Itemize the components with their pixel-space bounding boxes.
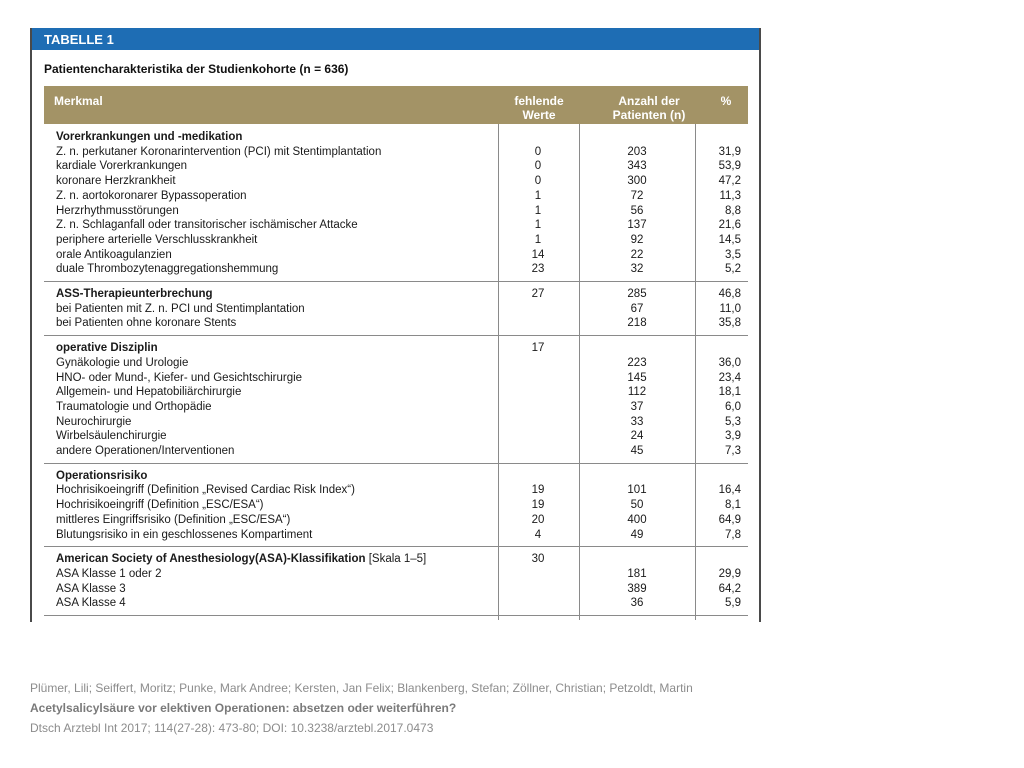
percent-cell: 5,9: [725, 597, 741, 610]
header-anzahl: [594, 94, 704, 122]
missing-values-cell: 1: [534, 204, 542, 217]
table-row: [44, 371, 748, 386]
table-row: [44, 513, 748, 528]
patient-count-cell: 32: [630, 263, 644, 276]
missing-values-cell: 1: [534, 189, 542, 202]
percent-cell: 36,0: [718, 356, 741, 369]
row-label: Herzrhythmusstörungen: [56, 204, 179, 217]
column-header-row: [44, 86, 748, 124]
header-percent: %: [720, 94, 732, 108]
patient-count-cell: 33: [630, 415, 644, 428]
section-title-text: Vorerkrankungen und -medikation: [56, 131, 243, 143]
missing-values-cell: 19: [531, 499, 545, 512]
section-header-row: [44, 469, 748, 484]
table-row: [44, 248, 748, 263]
missing-values-cell: 17: [531, 342, 545, 355]
patient-count-cell: 36: [630, 597, 644, 610]
citation-title: Acetylsalicylsäure vor elektiven Operationen: absetzen oder weiterführen?: [30, 701, 457, 715]
row-label: bei Patienten mit Z. n. PCI und Stentimplantation: [56, 302, 305, 315]
percent-cell: 53,9: [718, 160, 741, 173]
table-caption: Patientencharakteristika der Studienkohorte (n = 636): [44, 62, 349, 76]
table-row: [44, 498, 748, 513]
percent-cell: 29,9: [718, 567, 741, 580]
row-label: Z. n. aortokoronarer Bypassoperation: [56, 189, 247, 202]
header-fehlende-line1: fehlende: [514, 94, 564, 108]
section-title-text: ASS-Therapieunterbrechung: [56, 288, 213, 300]
patient-count-cell: 50: [630, 499, 644, 512]
percent-cell: 46,8: [718, 288, 741, 300]
row-label: duale Thrombozytenaggregationshemmung: [56, 263, 279, 276]
table-row: [44, 444, 748, 459]
percent-cell: 16,4: [718, 484, 741, 497]
row-label: Z. n. Schlaganfall oder transitorischer ischämischer Attacke: [56, 219, 358, 232]
patient-count-cell: 145: [627, 371, 647, 384]
section-title: [56, 552, 426, 567]
section-divider: [44, 463, 748, 464]
row-label: ASA Klasse 1 oder 2: [56, 567, 162, 580]
missing-values-cell: 1: [534, 233, 542, 246]
table-row: [44, 316, 748, 331]
row-label: Hochrisikoeingriff (Definition „Revised Cardiac Risk Index“): [56, 484, 355, 497]
row-label: mittleres Eingriffsrisiko (Definition „ESC/ESA“): [56, 513, 291, 526]
table-row: [44, 483, 748, 498]
percent-cell: 7,8: [725, 528, 741, 541]
percent-cell: 11,3: [719, 189, 741, 202]
section-header-row: [44, 130, 748, 145]
percent-cell: 23,4: [718, 371, 741, 384]
patient-count-cell: 300: [627, 175, 647, 188]
section-title-text: operative Disziplin: [56, 342, 158, 355]
table-row: [44, 218, 748, 233]
section-title-suffix: [Skala 1–5]: [365, 553, 427, 566]
row-label: andere Operationen/Interventionen: [56, 445, 235, 457]
table-row: [44, 596, 748, 611]
section-header-row: [44, 287, 748, 302]
row-label: Blutungsrisiko in ein geschlossenes Kompartiment: [56, 528, 313, 541]
header-fehlende-werte: [504, 94, 574, 122]
section-header-row: [44, 341, 748, 356]
patient-count-cell: 112: [627, 386, 647, 399]
patient-count-cell: 203: [627, 145, 647, 158]
missing-values-cell: 19: [531, 484, 545, 497]
table-row: [44, 582, 748, 597]
patient-count-cell: 285: [627, 288, 647, 300]
percent-cell: 21,6: [718, 219, 741, 232]
patient-count-cell: 223: [627, 356, 647, 369]
section-header-row: [44, 552, 748, 567]
row-label: Neurochirurgie: [56, 415, 132, 428]
patient-count-cell: 181: [627, 567, 647, 580]
table-row: [44, 189, 748, 204]
percent-cell: 35,8: [718, 317, 741, 330]
patient-count-cell: 400: [627, 513, 647, 526]
section-title-text: American Society of Anesthesiology(ASA)-Klassifikation: [56, 553, 366, 566]
header-anzahl-line2: Patienten (n): [612, 108, 686, 122]
missing-values-cell: 0: [534, 160, 542, 173]
row-label: Traumatologie und Orthopädie: [56, 400, 212, 413]
table-row: [44, 356, 748, 371]
percent-cell: 5,2: [725, 263, 741, 276]
patient-count-cell: 137: [627, 219, 647, 232]
row-label: ASA Klasse 3: [56, 582, 126, 595]
section-divider: [44, 335, 748, 336]
header-anzahl-line1: Anzahl der: [618, 94, 680, 108]
patient-count-cell: 72: [630, 189, 644, 202]
percent-cell: 11,0: [719, 302, 741, 315]
percent-cell: 3,9: [725, 430, 741, 443]
row-label: bei Patienten ohne koronare Stents: [56, 317, 237, 330]
patient-count-cell: 49: [630, 528, 644, 541]
percent-cell: 6,0: [725, 400, 741, 413]
percent-cell: 8,8: [725, 204, 741, 217]
citation-authors: Plümer, Lili; Seiffert, Moritz; Punke, Mark Andree; Kersten, Jan Felix; Blankenberg, Stefan; Zöllner, Christian; Petzoldt, Martin: [30, 681, 693, 695]
percent-cell: 64,2: [718, 582, 741, 595]
percent-cell: 31,9: [718, 145, 741, 158]
table-row: [44, 159, 748, 174]
row-label: periphere arterielle Verschlusskrankheit: [56, 233, 258, 246]
row-label: Gynäkologie und Urologie: [56, 356, 189, 369]
row-label: Wirbelsäulenchirurgie: [56, 430, 167, 443]
row-label: Allgemein- und Hepatobiliärchirurgie: [56, 386, 242, 399]
patient-count-cell: 24: [630, 430, 644, 443]
patient-count-cell: 56: [630, 204, 644, 217]
row-label: ASA Klasse 4: [56, 597, 126, 610]
table-row: [44, 145, 748, 160]
citation: [30, 678, 693, 738]
percent-cell: 47,2: [718, 175, 741, 188]
missing-values-cell: 0: [534, 175, 542, 188]
patient-count-cell: 37: [630, 400, 644, 413]
table-body: [44, 124, 748, 620]
missing-values-cell: 14: [531, 248, 545, 261]
percent-cell: 3,5: [725, 248, 741, 261]
percent-cell: 18,1: [718, 386, 741, 399]
row-label: HNO- oder Mund-, Kiefer- und Gesichtschirurgie: [56, 371, 303, 384]
table-label: TABELLE 1: [32, 28, 759, 50]
patient-count-cell: 67: [630, 302, 644, 315]
header-merkmal: Merkmal: [54, 94, 103, 108]
patient-count-cell: 92: [630, 233, 644, 246]
table-frame: [30, 28, 761, 622]
section-divider: [44, 281, 748, 282]
missing-values-cell: 0: [534, 145, 542, 158]
patient-count-cell: 389: [627, 582, 647, 595]
percent-cell: 14,5: [718, 233, 741, 246]
patient-count-cell: 101: [627, 484, 647, 497]
missing-values-cell: 23: [531, 263, 545, 276]
percent-cell: 7,3: [725, 445, 741, 457]
percent-cell: 8,1: [725, 499, 741, 512]
table-row: [44, 415, 748, 430]
patient-count-cell: 45: [630, 445, 644, 457]
missing-values-cell: 4: [534, 528, 542, 541]
percent-cell: 5,3: [725, 415, 741, 428]
patient-count-cell: 343: [627, 160, 647, 173]
row-label: kardiale Vorerkrankungen: [56, 160, 188, 173]
section-title: [56, 287, 213, 302]
table-row: [44, 385, 748, 400]
section-title: [56, 130, 242, 145]
table-row: [44, 429, 748, 444]
section-divider: [44, 615, 748, 616]
row-label: Z. n. perkutaner Koronarintervention (PCI) mit Stentimplantation: [56, 145, 382, 158]
percent-cell: 64,9: [718, 513, 741, 526]
patient-count-cell: 22: [630, 248, 644, 261]
row-label: Hochrisikoeingriff (Definition „ESC/ESA“): [56, 499, 264, 512]
row-label: koronare Herzkrankheit: [56, 175, 176, 188]
section-title-text: Operationsrisiko: [56, 469, 148, 482]
table-row: [44, 567, 748, 582]
patient-count-cell: 218: [627, 317, 647, 330]
table-row: [44, 204, 748, 219]
section-title: [56, 341, 158, 356]
table-row: [44, 262, 748, 277]
table-row: [44, 528, 748, 543]
header-fehlende-line2: Werte: [522, 108, 556, 122]
table-row: [44, 174, 748, 189]
missing-values-cell: 27: [531, 288, 545, 300]
table-row: [44, 302, 748, 317]
citation-source: Dtsch Arztebl Int 2017; 114(27-28): 473-80; DOI: 10.3238/arztebl.2017.0473: [30, 721, 434, 735]
section-divider: [44, 546, 748, 547]
missing-values-cell: 1: [534, 219, 542, 232]
row-label: orale Antikoagulanzien: [56, 248, 172, 261]
table-row: [44, 233, 748, 248]
missing-values-cell: 30: [531, 553, 545, 566]
missing-values-cell: 20: [531, 513, 545, 526]
section-title: [56, 469, 147, 484]
table-row: [44, 400, 748, 415]
